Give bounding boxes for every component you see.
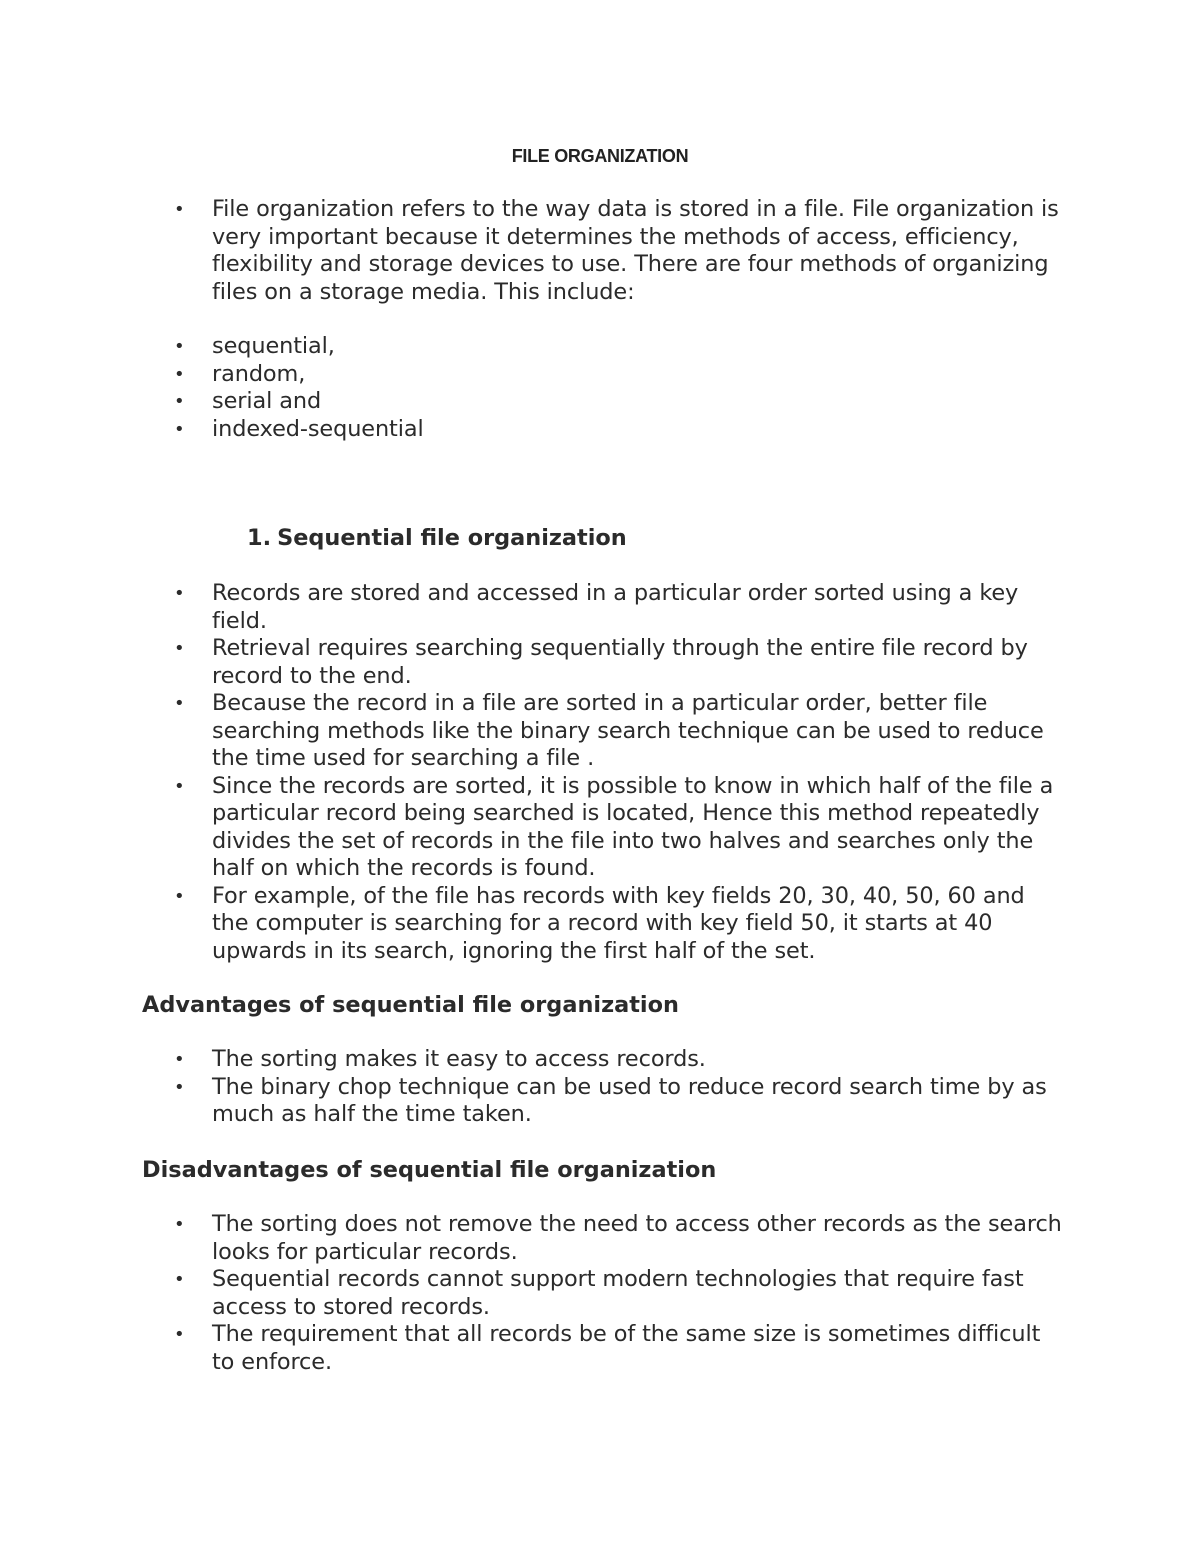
list-item xyxy=(0,690,1062,773)
bullet-icon: • xyxy=(174,1214,185,1235)
list-item xyxy=(0,1046,1062,1074)
list-item-text: The requirement that all records be of the same size is sometimes difficult to enforce. xyxy=(212,1321,1041,1375)
section-heading-sequential xyxy=(247,524,627,552)
list-item xyxy=(0,883,1062,966)
disadvantages-list xyxy=(0,1211,1200,1376)
bullet-icon: • xyxy=(174,885,185,907)
bullet-icon: • xyxy=(174,199,185,220)
bullet-icon: • xyxy=(174,1269,185,1290)
list-item-text: The binary chop technique can be used to reduce record search time by as much as half the time taken. xyxy=(212,1073,1047,1127)
list-item-text: For example, of the file has records with key fields 20, 30, 40, 50, 60 and the computer is searching for a record with key field 50, it starts at 40 upwards in its search, ignoring the first half of the set. xyxy=(212,882,1025,964)
list-item-text: indexed-sequential xyxy=(212,415,424,442)
list-item xyxy=(0,196,1062,306)
list-item-text: Because the record in a file are sorted in a particular order, better file searching methods like the binary search technique can be used to reduce the time used for searching a file . xyxy=(212,690,1044,771)
list-item-text: Retrieval requires searching sequentially through the entire file record by record to the end. xyxy=(212,635,1028,689)
list-item xyxy=(0,773,1062,883)
list-item xyxy=(0,1266,1062,1321)
bullet-icon: • xyxy=(174,418,185,440)
advantages-list xyxy=(0,1046,1200,1129)
list-item-text: Sequential records cannot support modern technologies that require fast access to stored records. xyxy=(212,1266,1024,1320)
list-item-text: File organization refers to the way data is stored in a file. File organization is very important because it determines the methods of access, efficiency, flexibility and storage devices to use. There are four methods of organizing files on a storage media. This include: xyxy=(212,196,1059,305)
methods-list xyxy=(0,333,1200,443)
list-item xyxy=(0,580,1062,635)
list-item-text: Records are stored and accessed in a particular order sorted using a key field. xyxy=(212,580,1019,634)
bullet-icon: • xyxy=(174,363,185,385)
list-item-text: The sorting does not remove the need to access other records as the search looks for particular records. xyxy=(212,1211,1062,1265)
list-item xyxy=(0,416,1062,444)
bullet-icon: • xyxy=(174,391,185,412)
bullet-icon: • xyxy=(174,336,185,357)
list-item-text: serial and xyxy=(212,388,322,414)
list-item xyxy=(0,333,1062,361)
intro-list xyxy=(0,196,1200,306)
list-item xyxy=(0,388,1062,416)
list-item xyxy=(0,1321,1062,1376)
bullet-icon: • xyxy=(174,1324,185,1345)
list-item xyxy=(0,1211,1062,1266)
disadvantages-heading: Disadvantages of sequential file organization xyxy=(142,1157,717,1183)
list-item-text: sequential, xyxy=(212,333,335,359)
bullet-icon: • xyxy=(174,1076,185,1098)
list-item-text: random, xyxy=(212,360,306,387)
advantages-heading: Advantages of sequential file organization xyxy=(142,992,679,1018)
list-item xyxy=(0,1074,1062,1129)
bullet-icon: • xyxy=(174,1049,185,1070)
bullet-icon: • xyxy=(174,693,185,714)
list-item xyxy=(0,361,1062,389)
list-item xyxy=(0,635,1062,690)
section-number: 1. xyxy=(247,525,272,551)
bullet-icon: • xyxy=(174,638,185,659)
list-item-text: The sorting makes it easy to access records. xyxy=(212,1046,706,1072)
bullet-icon: • xyxy=(174,775,185,797)
bullet-icon: • xyxy=(174,583,185,604)
document-title: FILE ORGANIZATION xyxy=(511,146,689,166)
sequential-list xyxy=(0,580,1200,965)
list-item-text: Since the records are sorted, it is possible to know in which half of the file a particular record being searched is located, Hence this method repeatedly divides the set of records in the file into two halves and searches only the half on which the records is found. xyxy=(212,772,1054,881)
section-heading-text: Sequential file organization xyxy=(277,525,627,551)
